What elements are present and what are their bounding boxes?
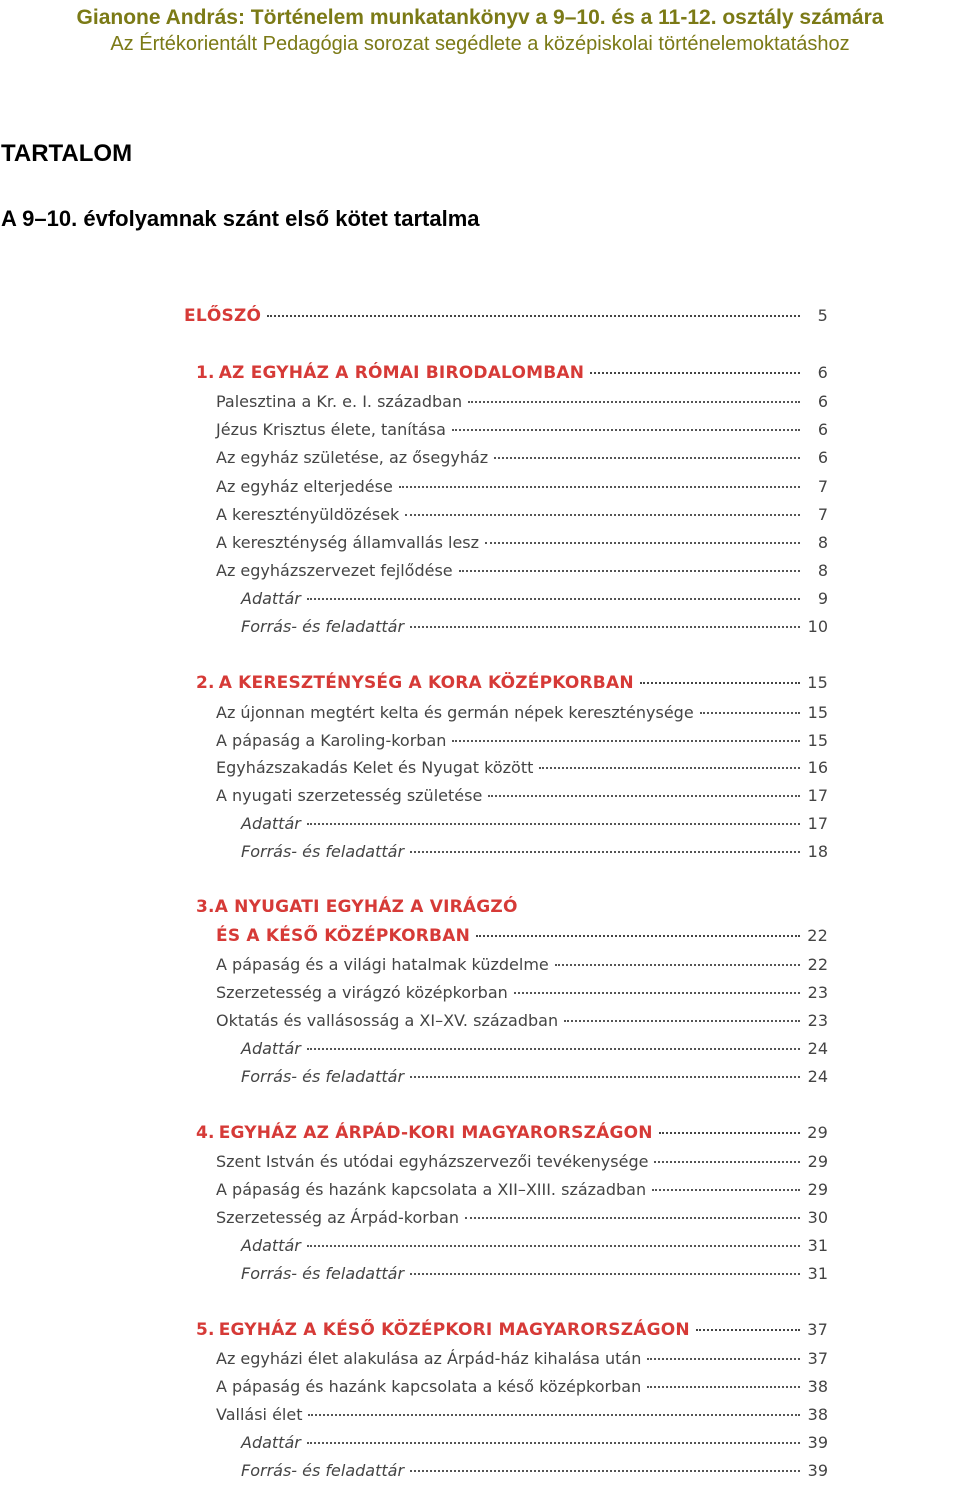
chapter-title: EGYHÁZ A KÉSŐ KÖZÉPKORI MAGYARORSZÁGON: [218, 1320, 690, 1340]
toc-entry-title: Oktatás és vallásosság a XI–XV. században: [216, 1011, 559, 1030]
dot-leader: [410, 1076, 800, 1078]
dot-leader: [307, 1048, 800, 1050]
toc-chapter-4[interactable]: [196, 1123, 828, 1143]
toc-entry-title: Adattár: [241, 1039, 301, 1058]
dot-leader: [654, 1161, 800, 1163]
toc-item[interactable]: [241, 1461, 828, 1480]
toc-entry-page: 31: [807, 1264, 828, 1283]
toc-entry-title: Forrás- és feladattár: [241, 1067, 405, 1086]
page-subtitle: A 9–10. évfolyamnak szánt első kötet tartalma: [1, 206, 480, 231]
toc-item[interactable]: [216, 1180, 828, 1199]
dot-leader: [476, 935, 800, 937]
toc-entry-page: 9: [817, 589, 828, 608]
dot-leader: [488, 795, 800, 797]
toc-item[interactable]: [241, 842, 828, 861]
toc-entry-page: 18: [807, 842, 828, 861]
toc-foreword[interactable]: [184, 306, 828, 326]
toc-entry-page: 23: [807, 983, 828, 1002]
toc-entry-title: Vallási élet: [216, 1405, 303, 1424]
toc-entry-page: 37: [807, 1320, 828, 1339]
toc-item[interactable]: [216, 955, 828, 974]
toc-entry-title: A pápaság a Karoling-korban: [216, 731, 447, 750]
toc-item[interactable]: [241, 1039, 828, 1058]
toc-entry-page: 15: [807, 703, 828, 722]
toc-entry-page: 17: [807, 786, 828, 805]
toc-entry-page: 39: [807, 1433, 828, 1452]
dot-leader: [468, 401, 800, 403]
page-title: TARTALOM: [1, 140, 133, 167]
dot-leader: [652, 1189, 800, 1191]
toc-entry-page: 38: [807, 1405, 828, 1424]
chapter-title: EGYHÁZ AZ ÁRPÁD-KORI MAGYARORSZÁGON: [218, 1123, 653, 1143]
dot-leader: [307, 1442, 800, 1444]
dot-leader: [647, 1358, 800, 1360]
dot-leader: [590, 372, 800, 374]
chapter-number: 1.: [196, 363, 215, 383]
dot-leader: [452, 429, 800, 431]
toc-entry-page: 6: [817, 363, 828, 382]
toc-entry-title: Az egyházszervezet fejlődése: [216, 561, 453, 580]
toc-item[interactable]: [216, 786, 828, 805]
toc-item[interactable]: [216, 1208, 828, 1227]
toc-entry-page: 6: [817, 392, 828, 411]
toc-item[interactable]: [216, 477, 828, 496]
toc-item[interactable]: [216, 731, 828, 750]
dot-leader: [700, 712, 800, 714]
toc-entry-page: 22: [807, 955, 828, 974]
toc-entry-title: Forrás- és feladattár: [241, 842, 405, 861]
dot-leader: [564, 1020, 800, 1022]
toc-entry-title: Forrás- és feladattár: [241, 617, 405, 636]
toc-entry-page: 5: [817, 306, 828, 325]
toc-entry-title: A nyugati szerzetesség születése: [216, 786, 483, 805]
dot-leader: [555, 964, 800, 966]
toc-entry-title: A pápaság és a világi hatalmak küzdelme: [216, 955, 549, 974]
toc-entry-page: 39: [807, 1461, 828, 1480]
toc-item[interactable]: [216, 1349, 828, 1368]
toc-entry-page: 15: [807, 673, 828, 692]
toc-entry-page: 30: [807, 1208, 828, 1227]
header-subtitle: Az Értékorientált Pedagógia sorozat segédlete a középiskolai történelemoktatáshoz: [110, 33, 850, 55]
dot-leader: [465, 1217, 800, 1219]
toc-entry-title: Palesztina a Kr. e. I. században: [216, 392, 463, 411]
chapter-title-line2: ÉS A KÉSŐ KÖZÉPKORBAN: [216, 926, 471, 946]
dot-leader: [647, 1386, 800, 1388]
dot-leader: [514, 992, 800, 994]
toc-entry-title: A pápaság és hazánk kapcsolata a XII–XIII. században: [216, 1180, 647, 1199]
toc-item[interactable]: [216, 505, 828, 524]
toc-item[interactable]: [216, 392, 828, 411]
toc-chapter-3-line1[interactable]: [196, 897, 828, 917]
dot-leader: [659, 1132, 800, 1134]
toc-entry-page: 16: [807, 758, 828, 777]
toc-item[interactable]: [216, 758, 828, 777]
toc-entry-title: Az egyház születése, az ősegyház: [216, 448, 489, 467]
dot-leader: [696, 1329, 800, 1331]
toc-entry-title: Szerzetesség az Árpád-korban: [216, 1208, 459, 1227]
chapter-title: A KERESZTÉNYSÉG A KORA KÖZÉPKORBAN: [218, 673, 634, 693]
toc-chapter-5[interactable]: [196, 1320, 828, 1340]
toc-entry-page: 37: [807, 1349, 828, 1368]
toc-chapter-3[interactable]: [216, 926, 828, 946]
chapter-number: 3.: [196, 897, 215, 917]
toc-item[interactable]: [241, 814, 828, 833]
dot-leader: [405, 514, 800, 516]
toc-entry-title: Adattár: [241, 814, 301, 833]
toc-item[interactable]: [216, 448, 828, 467]
toc-entry-page: 22: [807, 926, 828, 945]
dot-leader: [308, 1414, 800, 1416]
toc-chapter-2[interactable]: [196, 673, 828, 693]
toc-item[interactable]: [216, 1377, 828, 1396]
toc-entry-page: 31: [807, 1236, 828, 1255]
toc-entry-title: A pápaság és hazánk kapcsolata a késő középkorban: [216, 1377, 642, 1396]
toc-item[interactable]: [216, 703, 828, 722]
chapter-number: 5.: [196, 1320, 215, 1340]
dot-leader: [459, 570, 800, 572]
toc-item[interactable]: [216, 983, 828, 1002]
dot-leader: [399, 486, 800, 488]
toc-entry-page: 17: [807, 814, 828, 833]
toc-entry-page: 7: [817, 477, 828, 496]
toc-item[interactable]: [216, 1405, 828, 1424]
toc-entry-title: Egyházszakadás Kelet és Nyugat között: [216, 758, 534, 777]
header-title: Gianone András: Történelem munkatankönyv a 9–10. és a 11-12. osztály számára: [76, 6, 884, 29]
toc-item[interactable]: [216, 420, 828, 439]
toc-entry-title: Adattár: [241, 589, 301, 608]
chapter-title: A NYUGATI EGYHÁZ A VIRÁGZÓ: [214, 897, 518, 917]
dot-leader: [410, 626, 800, 628]
toc-item[interactable]: [241, 617, 828, 636]
dot-leader: [307, 1245, 800, 1247]
toc-entry-page: 8: [817, 533, 828, 552]
toc-entry-page: 29: [807, 1123, 828, 1142]
toc-item[interactable]: [241, 1433, 828, 1452]
toc-chapter-1[interactable]: [196, 363, 828, 383]
dot-leader: [307, 823, 800, 825]
dot-leader: [539, 767, 800, 769]
toc-entry-title: A kereszténység államvallás lesz: [216, 533, 480, 552]
toc-entry-title: Szent István és utódai egyházszervezői tevékenysége: [216, 1152, 649, 1171]
toc-entry-page: 24: [807, 1067, 828, 1086]
dot-leader: [307, 598, 800, 600]
chapter-title: AZ EGYHÁZ A RÓMAI BIRODALOMBAN: [218, 363, 585, 383]
toc-entry-title: Forrás- és feladattár: [241, 1461, 405, 1480]
toc-entry-page: 7: [817, 505, 828, 524]
dot-leader: [494, 457, 800, 459]
dot-leader: [485, 542, 800, 544]
dot-leader: [452, 740, 800, 742]
dot-leader: [267, 315, 800, 317]
toc-entry-page: 24: [807, 1039, 828, 1058]
toc-entry-title: Adattár: [241, 1433, 301, 1452]
dot-leader: [640, 682, 800, 684]
toc-entry-page: 15: [807, 731, 828, 750]
toc-entry-title: Az egyház elterjedése: [216, 477, 393, 496]
toc-entry-title: Adattár: [241, 1236, 301, 1255]
toc-item[interactable]: [241, 1067, 828, 1086]
toc-item[interactable]: [216, 533, 828, 552]
toc-entry-title: A keresztényüldözések: [216, 505, 400, 524]
toc-entry-page: 23: [807, 1011, 828, 1030]
toc-item[interactable]: [216, 561, 828, 580]
toc-entry-page: 29: [807, 1152, 828, 1171]
toc-entry-page: 8: [817, 561, 828, 580]
toc-entry-title: Szerzetesség a virágzó középkorban: [216, 983, 508, 1002]
toc-item[interactable]: [241, 1264, 828, 1283]
toc-entry-title: ELŐSZÓ: [184, 306, 262, 326]
toc-entry-title: Az egyházi élet alakulása az Árpád-ház kihalása után: [216, 1349, 642, 1368]
toc-item[interactable]: [241, 1236, 828, 1255]
dot-leader: [410, 1470, 800, 1472]
toc-entry-title: Forrás- és feladattár: [241, 1264, 405, 1283]
toc-entry-title: Az újonnan megtért kelta és germán népek kereszténysége: [216, 703, 694, 722]
chapter-number: 2.: [196, 673, 215, 693]
toc-entry-page: 29: [807, 1180, 828, 1199]
dot-leader: [410, 1273, 800, 1275]
toc-item[interactable]: [216, 1152, 828, 1171]
dot-leader: [410, 851, 800, 853]
toc-entry-page: 6: [817, 448, 828, 467]
toc-item[interactable]: [216, 1011, 828, 1030]
toc-entry-page: 10: [807, 617, 828, 636]
toc-entry-title: Jézus Krisztus élete, tanítása: [216, 420, 446, 439]
toc-entry-page: 6: [817, 420, 828, 439]
toc-item[interactable]: [241, 589, 828, 608]
chapter-number: 4.: [196, 1123, 215, 1143]
toc-entry-page: 38: [807, 1377, 828, 1396]
